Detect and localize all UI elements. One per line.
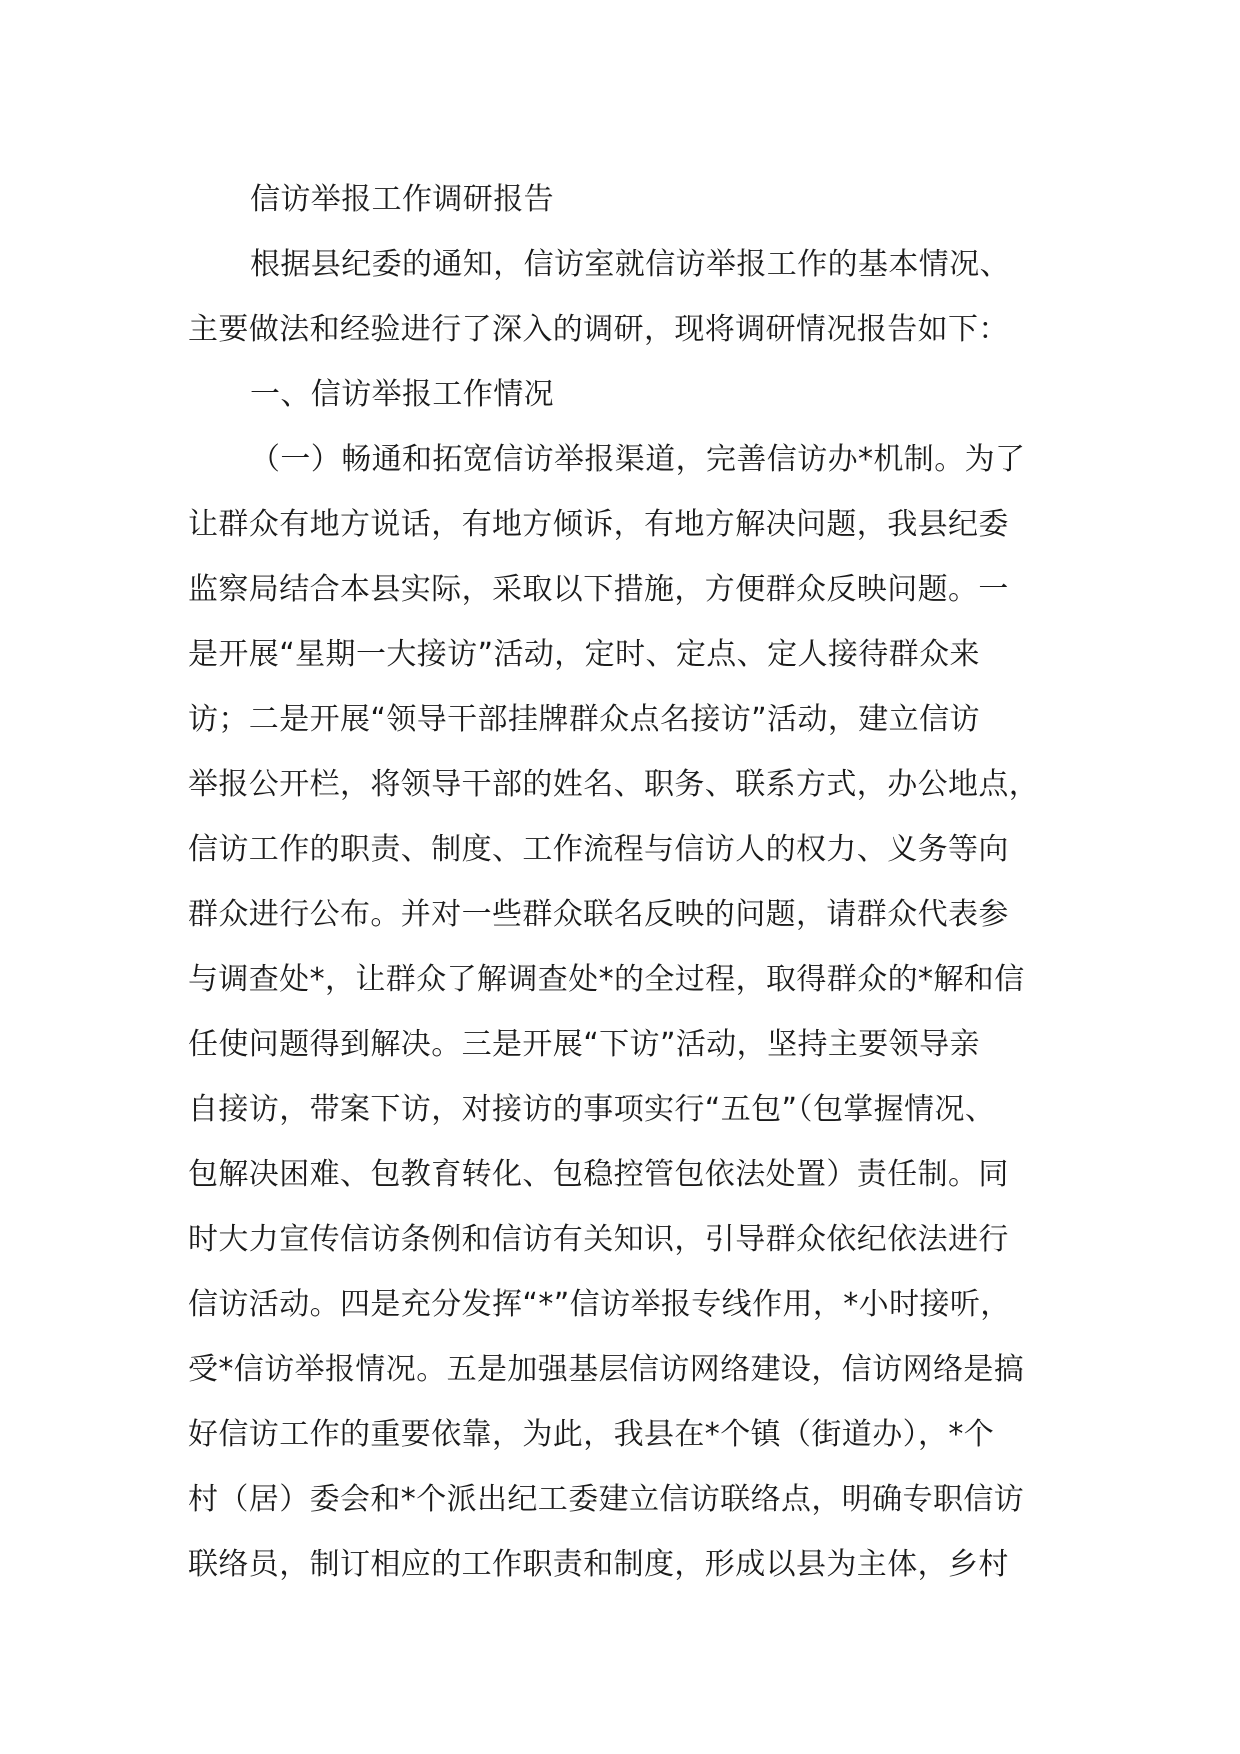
paragraph-body-line: 让群众有地方说话，有地方倾诉，有地方解决问题，我县纪委 xyxy=(188,507,1009,542)
paragraph-body-line: 举报公开栏，将领导干部的姓名、职务、联系方式，办公地点， xyxy=(188,767,1040,802)
paragraph-body-line: 信访工作的职责、制度、工作流程与信访人的权力、义务等向 xyxy=(188,832,1009,867)
paragraph-intro-line: 根据县纪委的通知，信访室就信访举报工作的基本情况、 xyxy=(250,247,1010,282)
paragraph-body-line: 与调查处*，让群众了解调查处*的全过程，取得群众的*解和信 xyxy=(188,962,1025,997)
paragraph-body-line: 包解决困难、包教育转化、包稳控管包依法处置）责任制。同 xyxy=(188,1157,1009,1192)
paragraph-body-line: 自接访，带案下访，对接访的事项实行“五包”（包掌握情况、 xyxy=(188,1092,996,1127)
document-body xyxy=(188,167,1068,1597)
paragraph-body-line: 村（居）委会和*个派出纪工委建立信访联络点，明确专职信访 xyxy=(188,1482,1025,1517)
paragraph-body-line: 监察局结合本县实际，采取以下措施，方便群众反映问题。一 xyxy=(188,572,1009,607)
paragraph-body-line: 访；二是开展“领导干部挂牌群众点名接访”活动，建立信访 xyxy=(188,702,980,737)
paragraph-body-line: 联络员，制订相应的工作职责和制度，形成以县为主体，乡村 xyxy=(188,1547,1009,1582)
paragraph-body-line: 是开展“星期一大接访”活动，定时、定点、定人接待群众来 xyxy=(188,637,980,672)
paragraph-body-line: （一）畅通和拓宽信访举报渠道，完善信访办*机制。为了 xyxy=(250,442,1026,477)
paragraph-body-line: 信访活动。四是充分发挥“*”信访举报专线作用，*小时接听， xyxy=(188,1287,1011,1322)
paragraph-body-line: 时大力宣传信访条例和信访有关知识，引导群众依纪依法进行 xyxy=(188,1222,1009,1257)
paragraph-body-line: 群众进行公布。并对一些群众联名反映的问题，请群众代表参 xyxy=(188,897,1009,932)
paragraph-body-line: 任使问题得到解决。三是开展“下访”活动，坚持主要领导亲 xyxy=(188,1027,980,1062)
document-title: 信访举报工作调研报告 xyxy=(250,182,554,217)
paragraph-body-line: 好信访工作的重要依靠，为此，我县在*个镇（街道办），*个 xyxy=(188,1417,995,1452)
paragraph-intro-line: 主要做法和经验进行了深入的调研，现将调研情况报告如下： xyxy=(188,312,1009,347)
paragraph-body-line: 受*信访举报情况。五是加强基层信访网络建设，信访网络是搞 xyxy=(188,1352,1025,1387)
section-heading: 一、信访举报工作情况 xyxy=(250,377,554,412)
